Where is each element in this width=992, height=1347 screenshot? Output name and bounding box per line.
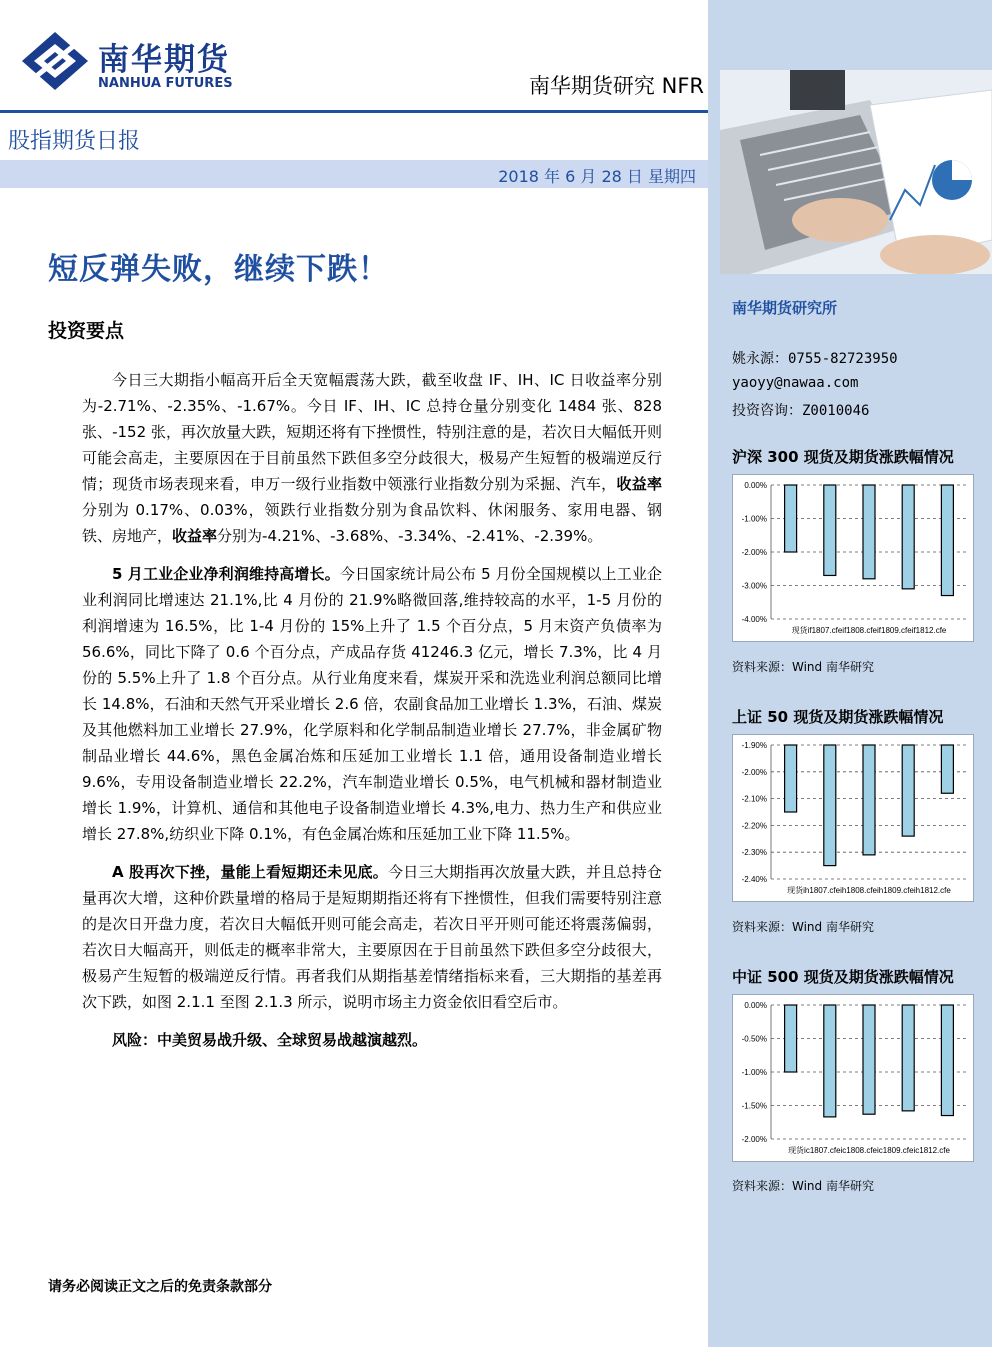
analyst-email: yaoyy@nawaa.com (732, 375, 859, 391)
y-tick-label: -1.50% (741, 1101, 767, 1111)
y-tick-label: -1.00% (741, 1068, 767, 1077)
chart-zz500 (732, 994, 974, 1162)
text-run: 今日三大期指小幅高开后全天宽幅震荡大跌，截至收盘 IF、IH、IC 日收益率分别为-2.71%、-2.35%、-1.67%。今日 IF、IH、IC 总持仓量分别变化 1484 张、828 张、-152 张，再次放量大跌，短期还将有下挫惯性，特别注意的是，若次日大幅低开则可能会高走，主要原因在于目前虽然下跌但多空分歧很大，极易产生短暂的极端逆反行情；现货市场表现来看，申万一级行业指数中领涨行业指数分别为采掘、汽车， (82, 371, 662, 493)
text-run: 今日国家统计局公布 5 月份全国规模以上工业企业利润同比增速达 21.1%,比 4 月份的 21.9%略微回落,维持较高的水平，1-5 月份的利润增速为 16.5%，比 1-4 月份的 15%上升了 1.5 个百分点，5 月末资产负债率为 56.6%，同比下降了 0.6 个百分点，产成品存货 41246.3 亿元，增长 7.3%，比 4 月份的 5.5%上升了 1.8 个百分点。从行业角度来看，煤炭开采和洗选业利润总额同比增长 14.8%，石油和天然气开采业增长 2.6 倍，农副食品加工业增长 1.3%，石油、煤炭及其他燃料加工业增长 27.9%，化学原料和化学制品制造业增长 27.7%，非金属矿物制品业增长 44.6%，黑色金属冶炼和压延加工业增长 1.1 倍，通用设备制造业增长 9.6%，专用设备制造业增长 22.2%，汽车制造业增长 0.5%，电气机械和器材制造业增长 1.9%，计算机、通信和其他电子设备制造业增长 4.3%,电力、热力生产和供应业增长 27.8%,纺织业下降 0.1%，有色金属冶炼和压延加工业下降 11.5%。 (82, 565, 662, 843)
chart-source-hs300: 资料来源：Wind 南华研究 (732, 660, 874, 674)
y-tick-label: -2.00% (741, 1135, 767, 1144)
bar (902, 1005, 914, 1111)
y-tick-label: -0.50% (741, 1034, 767, 1044)
chart-title-zz500: 中证 500 现货及期货涨跌幅情况 (732, 968, 954, 986)
bar (902, 745, 914, 836)
brand-name-en: NANHUA FUTURES (98, 76, 233, 91)
institute-name: 南华期货研究所 (732, 299, 838, 317)
y-tick-label: -1.90% (741, 741, 767, 750)
body-paragraph (82, 561, 662, 847)
bar (824, 485, 836, 575)
bar (941, 745, 953, 793)
text-run: 分别为 0.17%、0.03%，领跌行业指数分别为食品饮料、休闲服务、家用电器、钢铁、房地产， (82, 501, 662, 545)
headline: 短反弹失败，继续下跌！ (48, 252, 389, 287)
analyst-contact: 姚永源：0755-82723950 (732, 351, 898, 367)
x-tick-labels: 现货ic1807.cfeic1808.cfeic1809.cfeic1812.cfe (788, 1146, 950, 1155)
y-tick-label: 0.00% (744, 1001, 767, 1010)
bar (941, 485, 953, 596)
date-bar (0, 160, 708, 188)
nanhua-logo-icon (20, 30, 90, 92)
chart-title-sz50: 上证 50 现货及期货涨跌幅情况 (732, 708, 944, 726)
x-tick-labels: 现货ih1807.cfeih1808.cfeih1809.cfeih1812.cfe (787, 886, 951, 895)
bar (785, 485, 797, 552)
bar (785, 1005, 797, 1072)
x-tick-labels: 现货if1807.cfeif1808.cfeif1809.cfeif1812.cfe (791, 626, 947, 635)
bar (824, 745, 836, 866)
bold-phrase: 收益率 (616, 475, 662, 493)
bar (863, 745, 875, 855)
y-tick-label: 0.00% (744, 481, 767, 490)
bar (863, 1005, 875, 1114)
y-tick-label: -2.40% (741, 875, 767, 884)
y-tick-label: -2.20% (741, 821, 767, 831)
disclaimer-note: 请务必阅读正文之后的免责条款部分 (48, 1279, 272, 1295)
y-tick-label: -3.00% (741, 581, 767, 591)
chart-sz50 (732, 734, 974, 902)
bold-phrase: 5 月工业企业净利润维持高增长。 (112, 565, 340, 583)
chart-source-sz50: 资料来源：Wind 南华研究 (732, 920, 874, 934)
bold-phrase: 风险：中美贸易战升级、全球贸易战越演越烈。 (112, 1031, 428, 1049)
y-tick-label: -2.10% (741, 794, 767, 804)
y-tick-label: -4.00% (741, 615, 767, 624)
chart-svg-zz500 (733, 995, 973, 1161)
body-paragraph (82, 1027, 662, 1053)
bar (941, 1005, 953, 1116)
header-divider (0, 110, 708, 113)
section-heading: 投资要点 (48, 320, 125, 342)
chart-hs300 (732, 474, 974, 642)
report-type: 股指期货日报 (8, 129, 141, 154)
bold-phrase: 收益率 (172, 527, 218, 545)
body-paragraph (82, 859, 662, 1015)
y-tick-label: -1.00% (741, 514, 767, 524)
chart-source-zz500: 资料来源：Wind 南华研究 (732, 1179, 874, 1193)
research-title: 南华期货研究 NFR (528, 74, 704, 98)
brand-name-cn: 南华期货 (98, 42, 230, 78)
header-photo (720, 70, 992, 274)
y-tick-label: -2.00% (741, 767, 767, 777)
text-run: 今日三大期指再次放量大跌，并且总持仓量再次大增，这种价跌量增的格局于是短期期指还将有下挫惯性，但我们需要特别注意的是次日开盘力度，若次日大幅低开则可能会高走，若次日平开则可能还将震荡偏弱，若次日大幅高开，则低走的概率非常大，主要原因在于目前虽然下跌但多空分歧很大，极易产生短暂的极端逆反行情。再者我们从期指基差情绪指标来看，三大期指的基差再次下跌，如图 2.1.1 至图 2.1.3 所示，说明市场主力资金依旧看空后市。 (82, 863, 662, 1011)
text-run: 分别为-4.21%、-3.68%、-3.34%、-2.41%、-2.39%。 (217, 527, 603, 545)
chart-title-hs300: 沪深 300 现货及期货涨跌幅情况 (732, 448, 954, 466)
bar (824, 1005, 836, 1117)
bar (902, 485, 914, 589)
report-body (82, 367, 662, 1065)
body-paragraph (82, 367, 662, 549)
report-date: 2018 年 6 月 28 日 星期四 (498, 167, 696, 186)
analyst-license: 投资咨询：Z0010046 (732, 403, 870, 419)
y-tick-label: -2.00% (741, 548, 767, 557)
bar (785, 745, 797, 812)
bar (863, 485, 875, 579)
chart-svg-hs300 (733, 475, 973, 641)
y-tick-label: -2.30% (741, 848, 767, 858)
chart-svg-sz50 (733, 735, 973, 901)
bold-phrase: A 股再次下挫，量能上看短期还未见底。 (112, 863, 389, 881)
